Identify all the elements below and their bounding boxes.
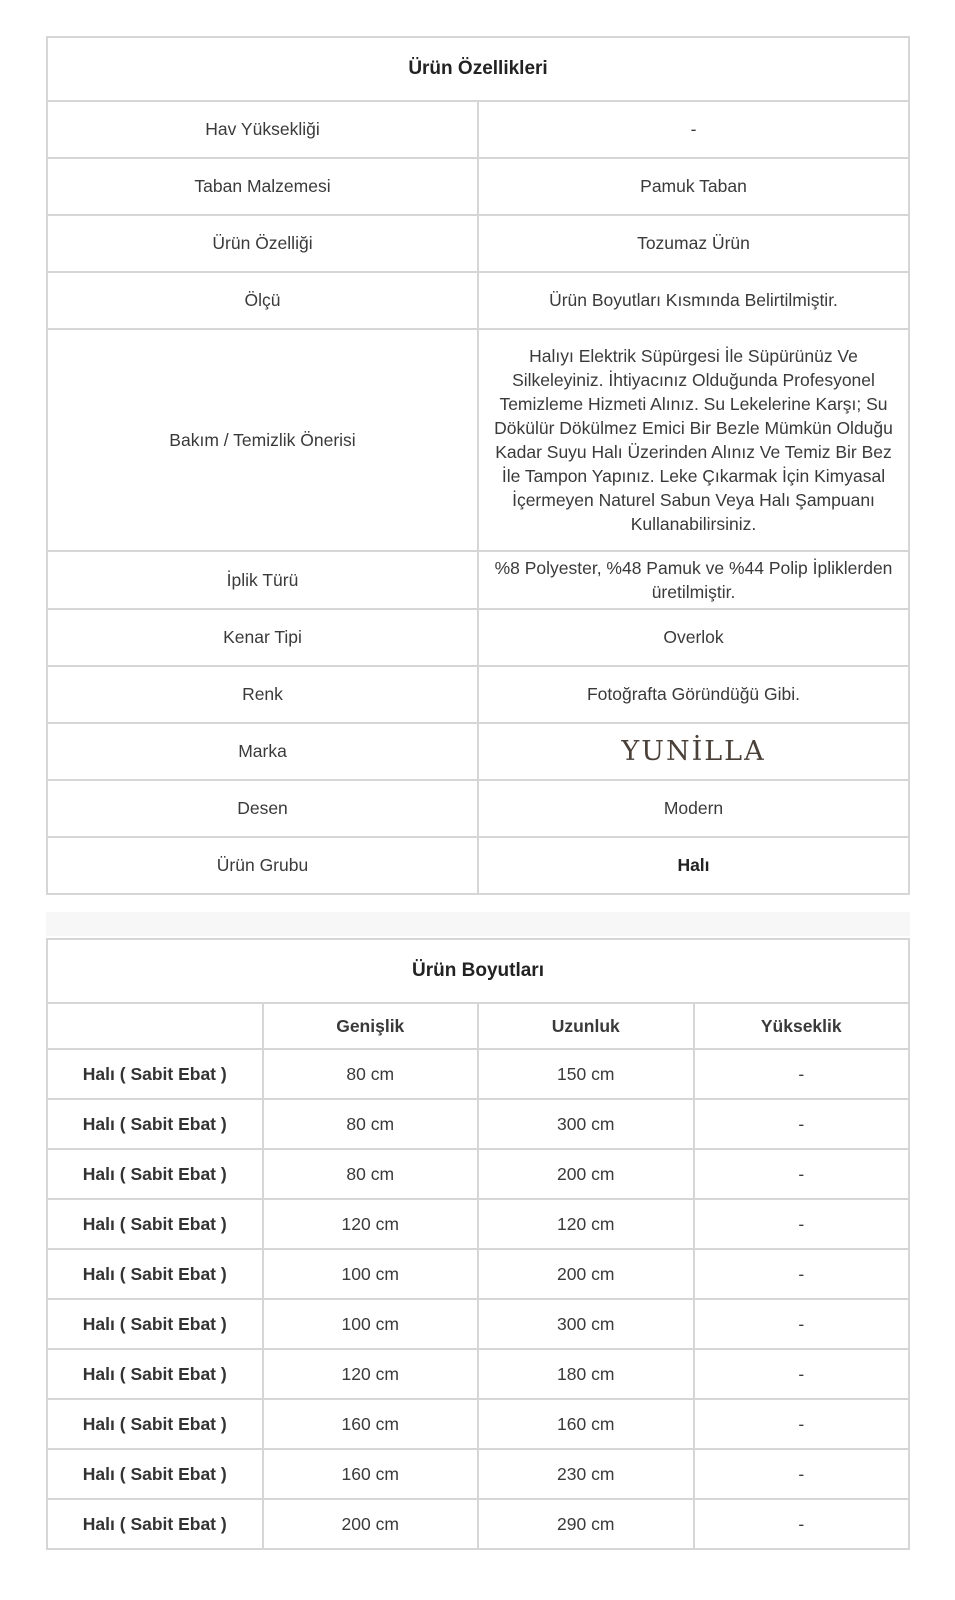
row-name: Halı ( Sabit Ebat ) (47, 1099, 263, 1149)
feature-row (47, 837, 909, 894)
row-length: 300 cm (478, 1299, 694, 1349)
feature-row (47, 723, 909, 780)
row-width: 120 cm (263, 1199, 479, 1249)
dimension-row (47, 1299, 909, 1349)
section-divider (46, 912, 910, 936)
row-length: 290 cm (478, 1499, 694, 1549)
feature-value: %8 Polyester, %48 Pamuk ve %44 Polip İpliklerden üretilmiştir. (478, 551, 909, 609)
feature-row (47, 780, 909, 837)
feature-label: Hav Yüksekliği (47, 101, 478, 158)
feature-label: Bakım / Temizlik Önerisi (47, 329, 478, 551)
row-width: 100 cm (263, 1299, 479, 1349)
features-title: Ürün Özellikleri (47, 37, 909, 101)
feature-label: Ürün Özelliği (47, 215, 478, 272)
row-height: - (694, 1349, 910, 1399)
row-length: 200 cm (478, 1249, 694, 1299)
dimension-row (47, 1049, 909, 1099)
header-length: Uzunluk (478, 1003, 694, 1049)
row-length: 200 cm (478, 1149, 694, 1199)
feature-value: Modern (478, 780, 909, 837)
row-height: - (694, 1399, 910, 1449)
row-length: 120 cm (478, 1199, 694, 1249)
row-length: 160 cm (478, 1399, 694, 1449)
row-length: 150 cm (478, 1049, 694, 1099)
row-name: Halı ( Sabit Ebat ) (47, 1399, 263, 1449)
dimension-row (47, 1499, 909, 1549)
feature-label: Ölçü (47, 272, 478, 329)
feature-label: Renk (47, 666, 478, 723)
row-length: 230 cm (478, 1449, 694, 1499)
feature-label: Desen (47, 780, 478, 837)
row-height: - (694, 1199, 910, 1249)
feature-row (47, 101, 909, 158)
dimension-row (47, 1199, 909, 1249)
feature-value: Fotoğrafta Göründüğü Gibi. (478, 666, 909, 723)
feature-label: Kenar Tipi (47, 609, 478, 666)
feature-value: Tozumaz Ürün (478, 215, 909, 272)
row-width: 80 cm (263, 1099, 479, 1149)
row-height: - (694, 1049, 910, 1099)
row-width: 80 cm (263, 1049, 479, 1099)
row-height: - (694, 1499, 910, 1549)
dimensions-title: Ürün Boyutları (47, 939, 909, 1003)
feature-row (47, 158, 909, 215)
feature-label: Taban Malzemesi (47, 158, 478, 215)
row-height: - (694, 1449, 910, 1499)
feature-row (47, 215, 909, 272)
feature-value: Pamuk Taban (478, 158, 909, 215)
feature-label: İplik Türü (47, 551, 478, 609)
row-name: Halı ( Sabit Ebat ) (47, 1199, 263, 1249)
row-width: 100 cm (263, 1249, 479, 1299)
row-name: Halı ( Sabit Ebat ) (47, 1449, 263, 1499)
row-name: Halı ( Sabit Ebat ) (47, 1049, 263, 1099)
row-width: 160 cm (263, 1399, 479, 1449)
row-name: Halı ( Sabit Ebat ) (47, 1149, 263, 1199)
dimension-row (47, 1249, 909, 1299)
feature-label: Ürün Grubu (47, 837, 478, 894)
row-length: 180 cm (478, 1349, 694, 1399)
dimension-row (47, 1449, 909, 1499)
dimension-row (47, 1349, 909, 1399)
row-height: - (694, 1249, 910, 1299)
row-length: 300 cm (478, 1099, 694, 1149)
brand-logo-cell (478, 723, 909, 780)
row-name: Halı ( Sabit Ebat ) (47, 1299, 263, 1349)
dimension-row (47, 1149, 909, 1199)
header-height: Yükseklik (694, 1003, 910, 1049)
feature-row (47, 666, 909, 723)
feature-value: Halı (478, 837, 909, 894)
feature-value: Ürün Boyutları Kısmında Belirtilmiştir. (478, 272, 909, 329)
row-width: 120 cm (263, 1349, 479, 1399)
product-features-table (46, 36, 910, 895)
feature-label: Marka (47, 723, 478, 780)
feature-value: Overlok (478, 609, 909, 666)
header-width: Genişlik (263, 1003, 479, 1049)
dimension-row (47, 1399, 909, 1449)
feature-value: Halıyı Elektrik Süpürgesi İle Süpürünüz Ve Silkeleyiniz. İhtiyacınız Olduğunda Profesyonel Temizleme Hizmeti Alınız. Su Lekelerine Karşı; Su Dökülür Dökülmez Emici Bir Bezle Mümkün Olduğu Kadar Suyu Halı Üzerinden Alınız Ve Temiz Bir Bez İle Tampon Yapınız. Leke Çıkarmak İçin Kimyasal İçermeyen Naturel Sabun Veya Halı Şampuanı Kullanabilirsiniz. (478, 329, 909, 551)
row-width: 160 cm (263, 1449, 479, 1499)
row-height: - (694, 1149, 910, 1199)
feature-row (47, 609, 909, 666)
row-name: Halı ( Sabit Ebat ) (47, 1249, 263, 1299)
row-name: Halı ( Sabit Ebat ) (47, 1349, 263, 1399)
feature-row (47, 329, 909, 551)
row-width: 200 cm (263, 1499, 479, 1549)
brand-logo: YUNİLLA (621, 736, 766, 767)
product-dimensions-table (46, 938, 910, 1550)
feature-row (47, 272, 909, 329)
row-height: - (694, 1299, 910, 1349)
row-height: - (694, 1099, 910, 1149)
dimension-row (47, 1099, 909, 1149)
dimensions-header-row (47, 1003, 909, 1049)
row-name: Halı ( Sabit Ebat ) (47, 1499, 263, 1549)
feature-row (47, 551, 909, 609)
feature-value: - (478, 101, 909, 158)
row-width: 80 cm (263, 1149, 479, 1199)
header-empty (47, 1003, 263, 1049)
